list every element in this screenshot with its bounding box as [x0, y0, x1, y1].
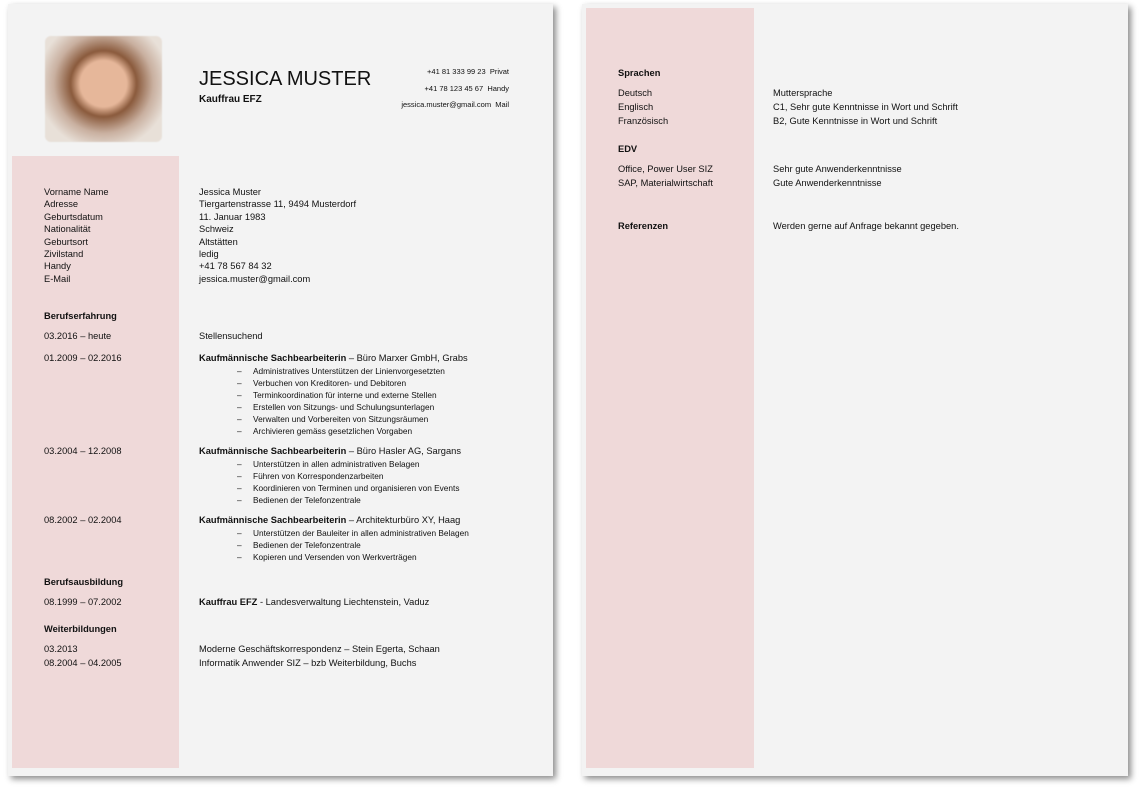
bullet-text: Terminkoordination für interne und externe Stellen [253, 389, 437, 400]
education-role: Kauffrau EFZ [199, 597, 258, 607]
sidebar-column [586, 8, 754, 768]
education-entry [199, 596, 429, 608]
candidate-title: Kauffrau EFZ [199, 94, 262, 105]
contact-label: Privat [489, 67, 509, 76]
training-value: Informatik Anwender SIZ – bzb Weiterbildung, Buchs [199, 658, 417, 668]
education-heading: Berufsausbildung [44, 577, 124, 587]
contact-label: Handy [487, 84, 509, 93]
experience-date: 01.2009 – 02.2016 [44, 353, 122, 363]
bullet-text: Administratives Unterstützen der Linienvorgesetzten [253, 366, 445, 376]
training-heading: Weiterbildungen [44, 624, 117, 634]
experience-entry [199, 330, 263, 342]
bullet-text: Unterstützen der Bauleiter in allen administrativen Belagen [253, 528, 469, 538]
experience-date: 03.2004 – 12.2008 [44, 446, 122, 456]
personal-value: Tiergartenstrasse 11, 9494 Musterdorf [199, 199, 357, 210]
experience-company: – Büro Hasler AG, Sargans [346, 446, 461, 456]
experience-entry [199, 514, 460, 526]
bullet-text: Führen von Korrespondenzarbeiten [253, 470, 384, 481]
contact-phone-mobile [425, 84, 509, 93]
experience-role: Kaufmännische Sachbearbeiterin [199, 446, 347, 456]
language-label: Englisch [618, 102, 654, 112]
experience-date: 08.2002 – 02.2004 [44, 515, 122, 525]
personal-label: Geburtsort [44, 236, 88, 247]
personal-value: ledig [199, 249, 219, 259]
personal-value: Jessica Muster [199, 187, 261, 197]
cv-page-1 [8, 4, 553, 776]
contact-email [401, 100, 509, 109]
bullet-text: Verbuchen von Kreditoren- und Debitoren [253, 377, 407, 388]
bullet-text: Verwalten und Vorbereiten von Sitzungsräumen [253, 413, 429, 424]
language-level: Muttersprache [773, 88, 833, 98]
cv-page-2 [582, 4, 1128, 776]
edv-level: Gute Anwenderkenntnisse [773, 178, 882, 188]
contact-label: Mail [495, 100, 509, 109]
edv-level: Sehr gute Anwenderkenntnisse [773, 164, 902, 174]
contact-value: +41 81 333 99 23 [427, 67, 486, 76]
personal-label: Nationalität [44, 224, 91, 235]
experience-bullet: – Verbuchen von Kreditoren- und Debitoren [237, 377, 407, 388]
education-detail: - Landesverwaltung Liechtenstein, Vaduz [257, 597, 430, 607]
personal-label: Geburtsdatum [44, 211, 103, 222]
experience-bullet: – Erstellen von Sitzungs- und Schulungsunterlagen [237, 401, 435, 412]
bullet-text: Bedienen der Telefonzentrale [253, 539, 361, 550]
candidate-name: JESSICA MUSTER [199, 68, 372, 90]
edv-heading: EDV [618, 144, 638, 154]
language-label: Deutsch [618, 88, 653, 98]
personal-value: 11. Januar 1983 [199, 211, 266, 222]
training-date: 03.2013 [44, 644, 78, 654]
language-level: B2, Gute Kenntnisse in Wort und Schrift [773, 116, 938, 126]
experience-bullet: – Unterstützen der Bauleiter in allen administrativen Belagen [237, 528, 469, 538]
language-level: C1, Sehr gute Kenntnisse in Wort und Schrift [773, 102, 958, 112]
personal-label: E-Mail [44, 273, 71, 284]
experience-bullet: – Archivieren gemäss gesetzlichen Vorgaben [237, 425, 413, 436]
education-date: 08.1999 – 07.2002 [44, 597, 122, 607]
experience-bullet: – Kopieren und Versenden von Werkverträgen [237, 551, 417, 562]
experience-role: Kaufmännische Sachbearbeiterin [199, 515, 347, 525]
experience-bullet: – Unterstützen in allen administrativen Belagen [237, 459, 420, 469]
experience-bullet: – Administratives Unterstützen der Linienvorgesetzten [237, 366, 445, 376]
personal-value: Altstätten [199, 236, 238, 247]
experience-bullet: – Bedienen der Telefonzentrale [237, 539, 361, 550]
experience-entry [199, 352, 468, 364]
edv-label: Office, Power User SIZ [618, 164, 713, 174]
personal-value: Schweiz [199, 224, 234, 235]
profile-photo [45, 36, 162, 142]
bullet-text: Archivieren gemäss gesetzlichen Vorgaben [253, 425, 413, 436]
experience-date: 03.2016 – heute [44, 331, 112, 341]
bullet-text: Bedienen der Telefonzentrale [253, 494, 361, 505]
contact-phone-private [427, 67, 509, 76]
references-heading: Referenzen [618, 221, 669, 231]
personal-label: Zivilstand [44, 249, 84, 259]
edv-label: SAP, Materialwirtschaft [618, 178, 713, 188]
contact-value: jessica.muster@gmail.com [401, 100, 492, 109]
training-date: 08.2004 – 04.2005 [44, 658, 122, 668]
languages-heading: Sprachen [618, 68, 661, 78]
references-value: Werden gerne auf Anfrage bekannt gegeben. [773, 221, 959, 231]
language-label: Französisch [618, 116, 669, 126]
personal-value: jessica.muster@gmail.com [199, 273, 311, 284]
bullet-text: Erstellen von Sitzungs- und Schulungsunterlagen [253, 401, 435, 412]
experience-bullet: – Terminkoordination für interne und externe Stellen [237, 389, 437, 400]
personal-label: Adresse [44, 199, 79, 210]
personal-label: Handy [44, 261, 71, 272]
experience-company: – Büro Marxer GmbH, Grabs [346, 353, 468, 363]
personal-value: +41 78 567 84 32 [199, 261, 272, 272]
experience-entry [199, 445, 461, 457]
bullet-text: Koordinieren von Terminen und organisieren von Events [253, 482, 460, 493]
experience-role: Kaufmännische Sachbearbeiterin [199, 353, 347, 363]
experience-bullet: – Führen von Korrespondenzarbeiten [237, 470, 384, 481]
experience-heading: Berufserfahrung [44, 311, 117, 321]
sidebar-column [12, 156, 179, 768]
bullet-text: Kopieren und Versenden von Werkverträgen [253, 551, 417, 562]
experience-bullet: – Verwalten und Vorbereiten von Sitzungsräumen [237, 413, 429, 424]
bullet-text: Unterstützen in allen administrativen Belagen [253, 459, 420, 469]
experience-company: – Architekturbüro XY, Haag [346, 515, 461, 525]
experience-company: Stellensuchend [199, 331, 263, 341]
experience-bullet: – Koordinieren von Terminen und organisieren von Events [237, 482, 460, 493]
training-value: Moderne Geschäftskorrespondenz – Stein Egerta, Schaan [199, 644, 440, 654]
experience-bullet: – Bedienen der Telefonzentrale [237, 494, 361, 505]
contact-value: +41 78 123 45 67 [424, 84, 484, 93]
personal-label: Vorname Name [44, 187, 109, 197]
